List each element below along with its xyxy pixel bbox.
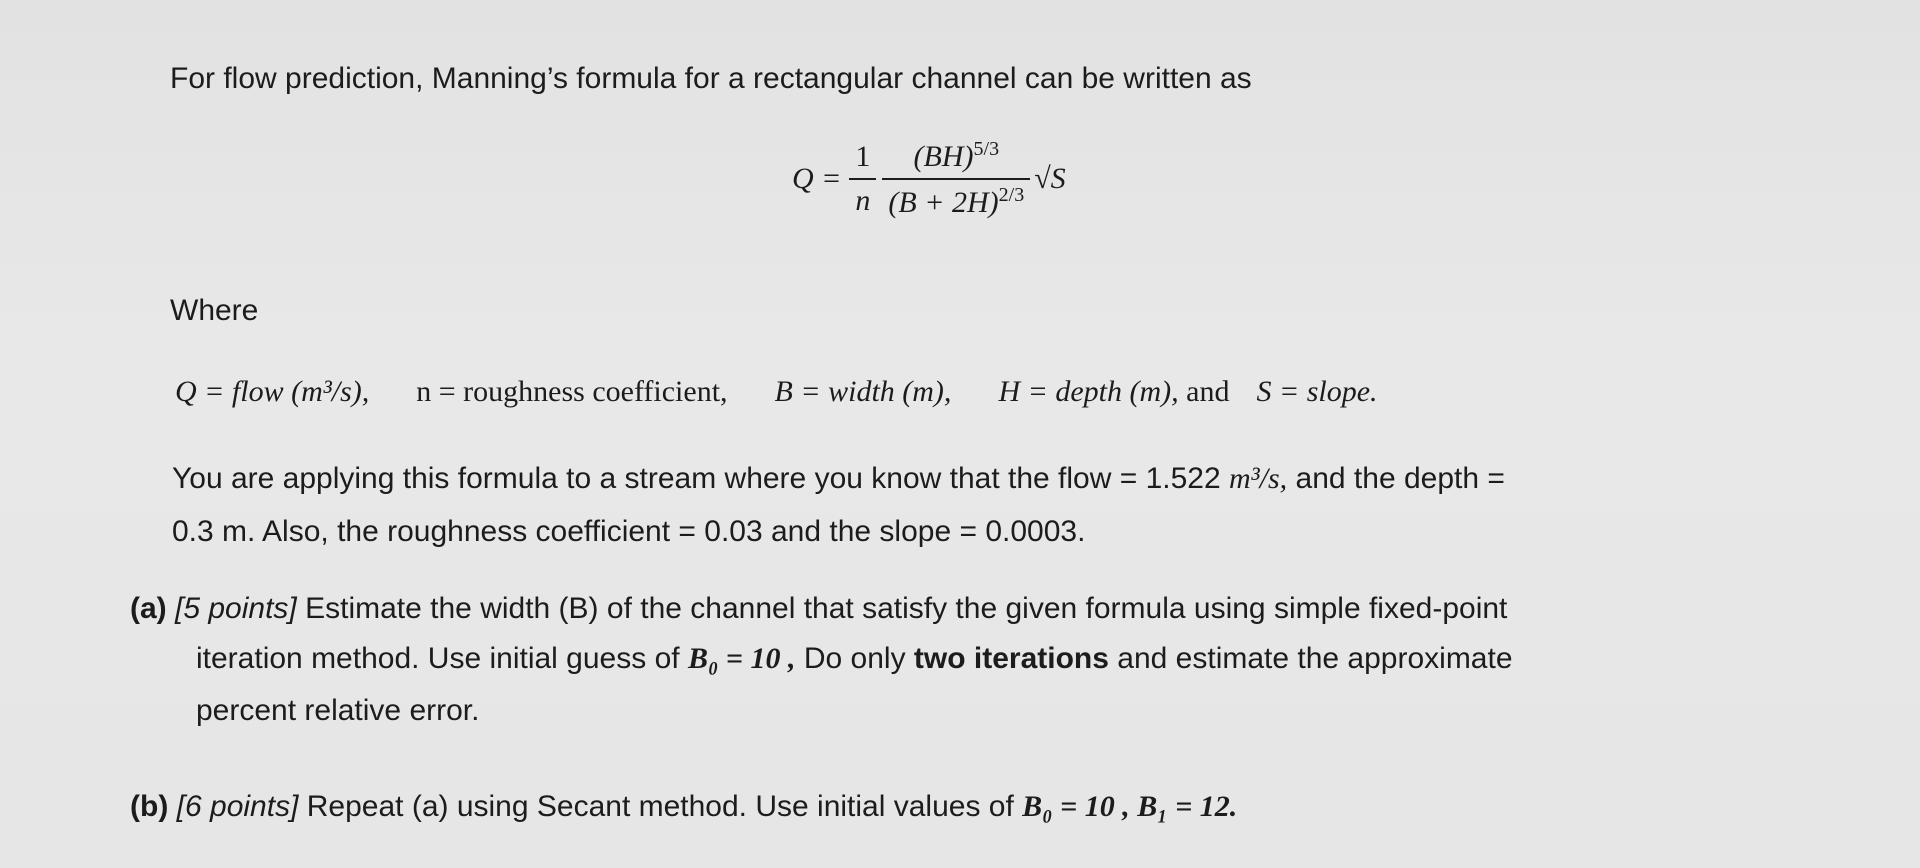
def-n: n = roughness coefficient,: [416, 375, 728, 408]
sqrt-s: √S: [1034, 162, 1066, 195]
given-line-1-end: and the depth =: [1295, 462, 1505, 495]
def-h: H = depth (m),: [998, 375, 1179, 408]
fraction-numerator: [908, 138, 1006, 174]
given-line-1-text: You are applying this formula to a stream where you know that the flow = 1.522: [172, 462, 1221, 495]
def-q-units: (m³/s),: [291, 375, 370, 408]
fraction-numerator-one: 1: [855, 140, 871, 173]
fraction-one-over-n: [849, 140, 876, 218]
part-a-line-1: [130, 592, 1507, 626]
fraction-denominator-n: n: [855, 184, 871, 217]
fraction-main: [882, 138, 1030, 220]
def-s: S = slope.: [1256, 375, 1378, 408]
fraction-denominator: [882, 184, 1030, 220]
part-a-text-1: Estimate the width (B) of the channel that satisfy the given formula using simple fixed-point: [305, 592, 1508, 625]
part-a-line-3: percent relative error.: [196, 694, 480, 727]
part-a-line-2: [196, 642, 1513, 676]
denominator-exponent: 2/3: [998, 184, 1025, 206]
part-b-label: (b): [130, 790, 169, 823]
fraction-bar: [849, 178, 876, 180]
given-line-2: 0.3 m. Also, the roughness coefficient = 0.03 and the slope = 0.0003.: [172, 515, 1086, 548]
given-line-1: [172, 462, 1505, 496]
manning-formula: [792, 138, 1066, 220]
part-b-initial-values: B₀ = 10 , B₁ = 12.: [1022, 790, 1238, 823]
part-a-initial-guess: B₀ = 10 ,: [687, 642, 796, 675]
intro-text: For flow prediction, Manning’s formula for a rectangular channel can be written as: [170, 62, 1252, 95]
part-b-line: [130, 790, 1237, 824]
part-a-text-4: and estimate the approximate: [1117, 642, 1513, 675]
part-a-label: (a): [130, 592, 167, 625]
fraction-bar-main: [882, 178, 1030, 180]
denominator-base: (B + 2H): [888, 186, 999, 219]
given-flow-units: m³/s,: [1229, 462, 1288, 495]
part-a-text-2: iteration method. Use initial guess of: [196, 642, 680, 675]
numerator-exponent: 5/3: [973, 138, 1000, 160]
where-label: Where: [170, 294, 259, 327]
numerator-base: (BH): [913, 140, 974, 173]
definitions-line: [175, 375, 1378, 409]
part-b-points: [6 points]: [176, 790, 299, 823]
def-b: B = width (m),: [774, 375, 952, 408]
part-a-points: [5 points]: [175, 592, 297, 625]
def-q: Q = flow: [175, 375, 284, 408]
part-a-text-3: Do only: [803, 642, 906, 675]
def-and: and: [1186, 375, 1230, 408]
part-a-bold-iterations: two iterations: [913, 642, 1109, 675]
formula-lhs: Q =: [792, 162, 842, 195]
part-b-text: Repeat (a) using Secant method. Use initial values of: [306, 790, 1014, 823]
